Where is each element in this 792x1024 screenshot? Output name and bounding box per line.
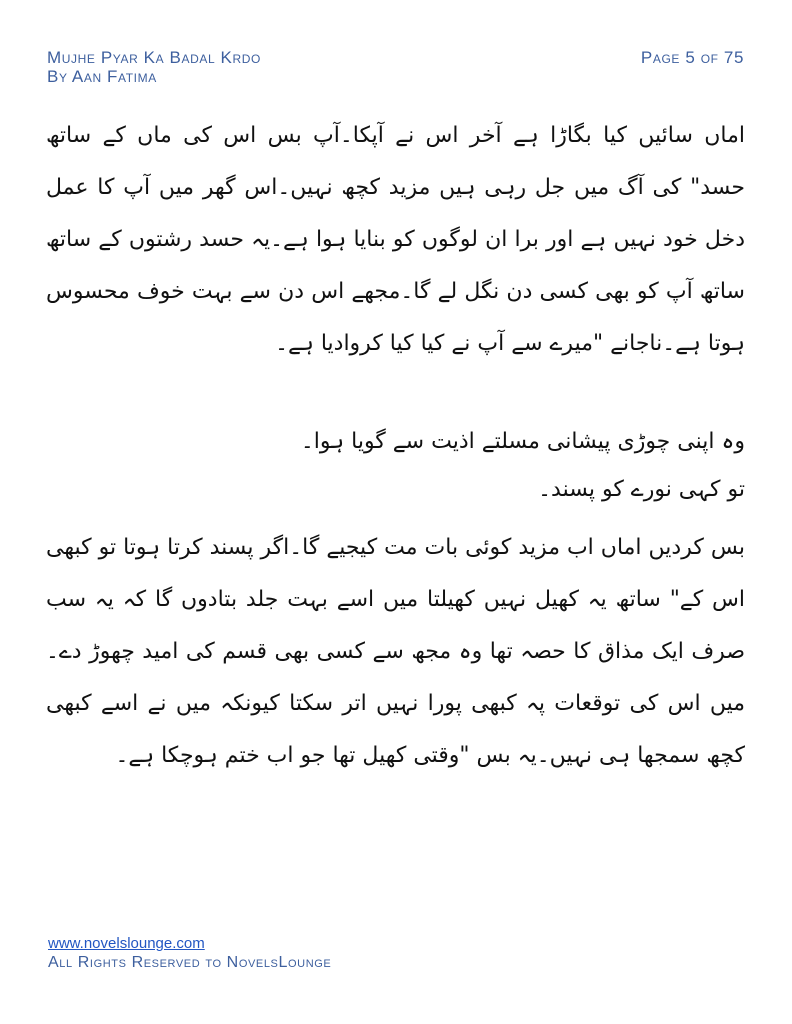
story-body	[46, 110, 745, 768]
copyright-notice: All Rights Reserved to NovelsLounge	[48, 954, 332, 971]
author-name: By Aan Fatima	[47, 67, 157, 86]
website-link[interactable]: www.novelslounge.com	[48, 935, 205, 952]
document-footer	[48, 935, 331, 973]
page-number: Page 5 of 75	[640, 48, 744, 67]
paragraph-dialogue-1: اماں سائیں کیا بگاڑا ہے آخر اس نے آپکا۔آپ بس اس کی ماں کے ساتھ حسد" کی آگ میں جل رہی ہیں مزید کچھ نہیں۔اس گھر میں آپ کا عمل دخل خود نہیں ہے اور برا ان لوگوں کو بنایا ہوا ہے۔یہ حسد رشتوں کے ساتھ ساتھ آپ کو بھی کسی دن نگل لے گا۔مجھے اس دن سے بہت خوف محسوس ہوتا ہے۔ناجانے "میرے سے آپ نے کیا کیا کروادیا ہے۔	[46, 123, 745, 356]
paragraph-dialogue-2: تو کہی نورے کو پسند۔	[538, 477, 745, 502]
novel-title: Mujhe Pyar Ka Badal Krdo	[47, 48, 261, 67]
paragraph-dialogue-3: بس کردیں اماں اب مزید کوئی بات مت کیجیے گا۔اگر پسند کرتا ہوتا تو کبھی اس کے" ساتھ یہ کھیل نہیں کھیلتا میں اسے بہت جلد بتادوں گا کہ یہ سب صرف ایک مذاق کا حصہ تھا وہ مجھ سے کسی بھی قسم کی امید چھوڑ دے۔میں اس کی توقعات پہ کبھی پورا نہیں اتر سکتا کیونکہ میں نے اسے کبھی کچھ سمجھا ہی نہیں۔یہ بس "وقتی کھیل تھا جو اب ختم ہوچکا ہے۔	[46, 535, 745, 768]
paragraph-narration-1: وہ اپنی چوڑی پیشانی مسلتے اذیت سے گویا ہوا۔	[300, 429, 745, 454]
document-header-left	[47, 48, 261, 86]
